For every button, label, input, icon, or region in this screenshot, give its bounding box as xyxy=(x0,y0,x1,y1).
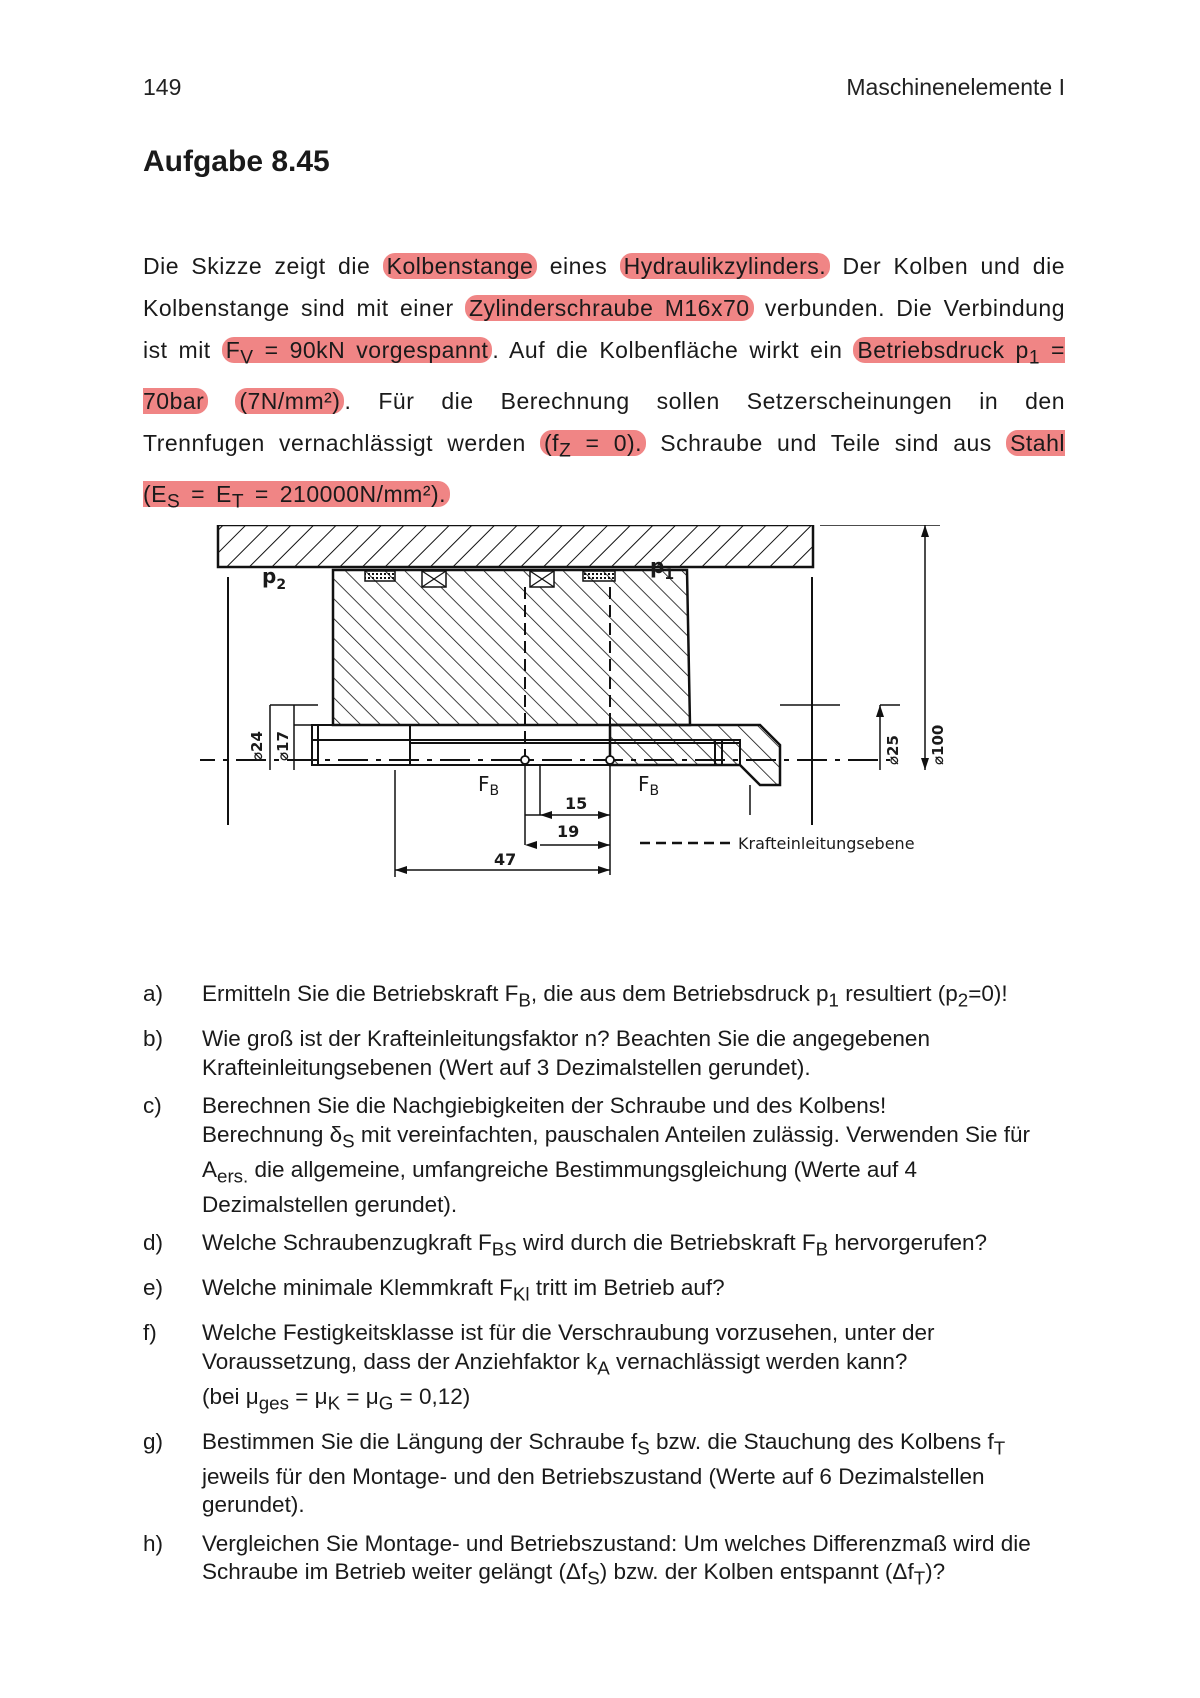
question-item xyxy=(143,1229,1063,1264)
intro-text: . Auf die Kolbenfläche wirkt ein xyxy=(492,337,854,364)
question-text: Wie groß ist der Krafteinleitungsfaktor n? Beachten Sie die angegebenen Krafteinleitungsebenen (Wert auf 3 Dezimalstellen gerundet). xyxy=(202,1026,930,1080)
highlighted-term: Betriebsdruck $p_1 = 70bar$ xyxy=(143,337,1065,415)
highlighted-term: $(f_Z = 0)$. xyxy=(540,430,646,456)
intro-text: . Für die Berechnung sollen Setzerscheinungen in den Trennfugen vernachlässigt werden xyxy=(143,388,1066,457)
highlighted-term: Kolbenstange xyxy=(383,253,538,279)
question-letter: b) xyxy=(143,1026,164,1051)
question-letter: h) xyxy=(143,1530,164,1556)
question-text: Berechnen Sie die Nachgiebigkeiten der Schraube und des Kolbens! Berechnung $\delta_S$ mit vereinfachten, pauschalen Anteilen zulässig. Verwenden Sie für $A_{ers.}$ die allgemeine, umfangreiche Bestimmungsgleichung (Werte auf 4 Dezimalstellen gerundet). xyxy=(202,1093,1031,1217)
highlighted-term: Stahl $(E_S = E_T = 210000N/mm^2)$. xyxy=(143,430,1065,513)
intro-text: verbunden. Die Verbindung ist mit xyxy=(143,295,1066,364)
question-text: Vergleichen Sie Montage- und Betriebszustand: Um welches Differenzmaß wird die Schraube im Betrieb weiter gelängt $(\Delta f_S)$ bzw. der Kolben entspannt $(\Delta f_T)$? xyxy=(202,1530,1031,1589)
intro-paragraph xyxy=(143,245,1065,524)
highlighted-term: (7N/mm²) xyxy=(235,388,344,414)
question-letter: d) xyxy=(143,1230,164,1255)
question-text: Ermitteln Sie die Betriebskraft $F_B$, die aus dem Betriebsdruck $p_1$ resultiert $(p_2=0)$! xyxy=(202,981,1008,1011)
label-d100: ⌀100 xyxy=(929,724,947,765)
intro-text: Die Skizze zeigt die xyxy=(143,253,383,279)
question-letter: c) xyxy=(143,1093,162,1118)
label-d25: ⌀25 xyxy=(884,735,902,765)
label-fb-right: $F_B$ xyxy=(638,772,660,799)
piston xyxy=(333,570,690,725)
dim-19: 19 xyxy=(557,822,580,841)
task-title: Aufgabe 8.45 xyxy=(143,145,330,178)
question-letter: e) xyxy=(143,1275,164,1300)
question-item xyxy=(143,1530,1063,1594)
question-item xyxy=(143,1319,1063,1418)
label-d17: ⌀17 xyxy=(274,731,292,761)
question-list xyxy=(143,980,1063,1603)
running-title: Maschinenelemente I xyxy=(846,74,1065,100)
label-d24: ⌀24 xyxy=(248,731,266,761)
hydraulic-piston-figure xyxy=(200,525,1000,965)
intro-text xyxy=(208,388,235,414)
question-item xyxy=(143,1025,1063,1082)
highlighted-term: Zylinderschraube M16x70 xyxy=(465,295,754,321)
question-item xyxy=(143,1274,1063,1309)
piston-rod xyxy=(610,725,780,815)
page-number: 149 xyxy=(143,74,182,100)
label-p2: $p_2$ xyxy=(262,564,287,593)
dim-47: 47 xyxy=(494,850,517,869)
cylinder-wall xyxy=(218,525,813,567)
question-text: Welche minimale Klemmkraft $F_{Kl}$ tritt im Betrieb auf? xyxy=(202,1275,725,1305)
question-letter: a) xyxy=(143,981,164,1006)
intro-text: Schraube und Teile sind aus xyxy=(646,430,1007,457)
question-item xyxy=(143,1092,1063,1219)
question-letter: f) xyxy=(143,1320,157,1345)
highlighted-term: $F_V = 90kN$ vorgespannt xyxy=(222,337,493,363)
question-item xyxy=(143,980,1063,1015)
dim-15: 15 xyxy=(565,794,588,813)
legend-text: Krafteinleitungsebene xyxy=(738,834,915,853)
question-text: Bestimmen Sie die Längung der Schraube $f_S$ bzw. die Stauchung des Kolbens $f_T$ jeweils für den Montage- und den Betriebszustand (Werte auf 6 Dezimalstellen gerundet). xyxy=(202,1428,1006,1517)
intro-text: eines xyxy=(537,253,620,279)
intro-text: Der Kolben und die Kolbenstange sind mit einer xyxy=(143,253,1065,322)
question-item xyxy=(143,1428,1063,1520)
question-text: Welche Schraubenzugkraft $F_{BS}$ wird durch die Betriebskraft $F_B$ hervorgerufen? xyxy=(202,1230,987,1260)
label-p1: $p_1$ xyxy=(650,554,675,583)
question-letter: g) xyxy=(143,1428,164,1454)
question-text: Welche Festigkeitsklasse ist für die Verschraubung vorzusehen, unter der Voraussetzung, dass der Anziehfaktor $k_A$ vernachlässigt werden kann? (bei $\mu_{ges} = \mu_K = \mu_G = 0,12$) xyxy=(202,1320,935,1413)
label-fb-left: $F_B$ xyxy=(478,772,500,799)
highlighted-term: Hydraulikzylinders. xyxy=(620,253,831,279)
